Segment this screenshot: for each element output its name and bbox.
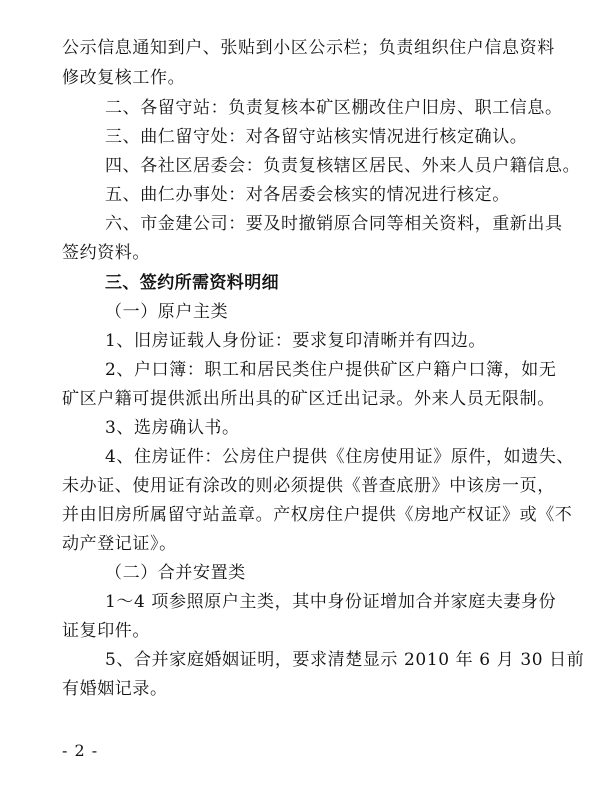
text-line: 矿区户籍可提供派出所出具的矿区迁出记录。外来人员无限制。 xyxy=(62,389,555,409)
text-line: 2、户口簿：职工和居民类住户提供矿区户籍户口簿，如无 xyxy=(105,360,557,380)
text-line: 1、旧房证载人身份证：要求复印清晰并有四边。 xyxy=(105,331,487,351)
text-line: 1～4 项参照原户主类，其中身份证增加合并家庭夫妻身份 xyxy=(105,592,557,612)
text-line: 修改复核工作。 xyxy=(62,68,186,88)
text-line: 有婚姻记录。 xyxy=(62,679,168,699)
text-line: 三、曲仁留守处：对各留守站核实情况进行核定确认。 xyxy=(105,127,528,147)
text-line: 5、合并家庭婚姻证明，要求清楚显示 2010 年 6 月 30 日前 xyxy=(105,650,585,670)
text-line: 六、市金建公司：要及时撤销原合同等相关资料，重新出具 xyxy=(105,214,563,234)
subsection-heading: （一）原户主类 xyxy=(105,302,229,322)
text-line: 3、选房确认书。 xyxy=(105,418,240,438)
page-number: - 2 - xyxy=(62,741,99,760)
text-line: 证复印件。 xyxy=(62,621,150,641)
text-line: 二、各留守站：负责复核本矿区棚改住户旧房、职工信息。 xyxy=(105,98,563,118)
text-line: 动产登记证》。 xyxy=(62,534,177,554)
text-line: 公示信息通知到户、张贴到小区公示栏；负责组织住户信息资料 xyxy=(62,38,555,58)
text-line: 五、曲仁办事处：对各居委会核实的情况进行核定。 xyxy=(105,185,510,205)
text-line: 并由旧房所属留守站盖章。产权房住户提供《房地产权证》或《不 xyxy=(62,505,573,525)
section-heading: 三、签约所需资料明细 xyxy=(105,273,279,293)
subsection-heading: （二）合并安置类 xyxy=(105,563,246,583)
text-line: 签约资料。 xyxy=(62,243,150,263)
text-line: 四、各社区居委会：负责复核辖区居民、外来人员户籍信息。 xyxy=(105,156,581,176)
text-line: 4、住房证件：公房住户提供《住房使用证》原件，如遗失、 xyxy=(105,447,575,467)
text-line: 未办证、使用证有涂改的则必须提供《普查底册》中该房一页， xyxy=(62,476,555,496)
